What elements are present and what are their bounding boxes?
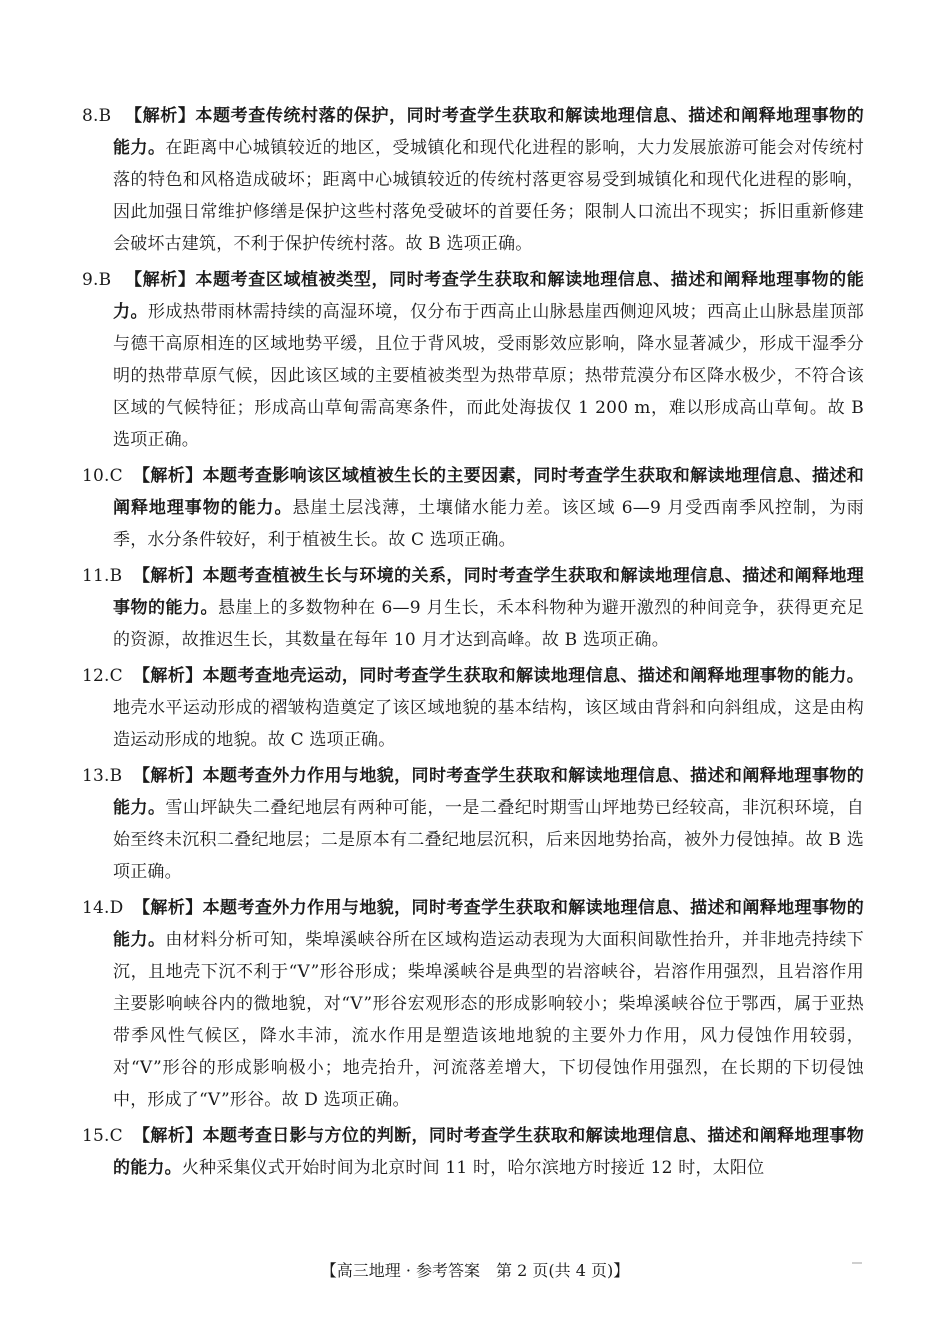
question-number: 9.B [82, 270, 112, 290]
answer-item-10 [82, 460, 864, 556]
answer-item-9 [82, 264, 864, 456]
answer-letter: B [98, 106, 112, 126]
analysis-body: 在距离中心城镇较近的地区，受城镇化和现代化进程的影响，大力发展旅游可能会对传统村落的特色和风格造成破坏；距离中心城镇较近的传统村落更容易受到城镇化和现代化进程的影响，因此加强日常维护修缮是保护这些村落免受破坏的首要任务；限制人口流出不现实；拆旧重新修建会破坏古建筑，不利于保护传统村落。故 B 选项正确。 [113, 138, 864, 254]
analysis-tag: 【解析】 [133, 898, 203, 918]
analysis-tag: 【解析】 [133, 466, 203, 486]
analysis-tag: 【解析】 [133, 666, 203, 686]
answer-explanations [82, 100, 864, 1188]
analysis-lead: 本题考查日影与方位的判断，同时考查学生获取和解读地理信息、描述和阐释地理事物的能力。 [113, 1126, 864, 1178]
page-footer: 【高三地理 · 参考答案 第 2 页(共 4 页)】 [320, 1261, 630, 1280]
question-number: 12.C [82, 666, 123, 686]
answer-item-11 [82, 560, 864, 656]
analysis-tag: 【解析】 [133, 766, 203, 786]
answer-letter: C [109, 666, 123, 686]
answer-letter: B [109, 566, 123, 586]
analysis-tag: 【解析】 [125, 270, 196, 290]
analysis-body: 悬崖土层浅薄，土壤储水能力差。该区域 6—9 月受西南季风控制，为雨季，水分条件较好，利于植被生长。故 C 选项正确。 [113, 498, 864, 550]
question-number: 14.D [82, 898, 124, 918]
question-number: 10.C [82, 466, 123, 486]
analysis-body: 由材料分析可知，柴埠溪峡谷所在区域构造运动表现为大面积间歇性抬升，并非地壳持续下沉，且地壳下沉不利于“V”形谷形成；柴埠溪峡谷是典型的岩溶峡谷，岩溶作用强烈，且岩溶作用主要影响峡谷内的微地貌，对“V”形谷宏观形态的形成影响较小；柴埠溪峡谷位于鄂西，属于亚热带季风性气候区，降水丰沛，流水作用是塑造该地地貌的主要外力作用，风力侵蚀作用较弱，对“V”形谷的形成影响极小；地壳抬升，河流落差增大，下切侵蚀作用强烈，在长期的下切侵蚀中，形成了“V”形谷。故 D 选项正确。 [113, 930, 864, 1110]
question-number: 13.B [82, 766, 123, 786]
analysis-body: 火种采集仪式开始时间为北京时间 11 时，哈尔滨地方时接近 12 时，太阳位 [181, 1158, 765, 1178]
question-number: 15.C [82, 1126, 123, 1146]
answer-letter: C [109, 1126, 123, 1146]
answer-item-14 [82, 892, 864, 1116]
analysis-tag: 【解析】 [133, 566, 203, 586]
answer-item-8 [82, 100, 864, 260]
analysis-tag: 【解析】 [133, 1126, 203, 1146]
answer-letter: C [109, 466, 123, 486]
analysis-body: 地壳水平运动形成的褶皱构造奠定了该区域地貌的基本结构，该区域由背斜和向斜组成，这是由构造运动形成的地貌。故 C 选项正确。 [113, 698, 864, 750]
analysis-lead: 本题考查外力作用与地貌，同时考查学生获取和解读地理信息、描述和阐释地理事物的能力。 [113, 898, 864, 950]
answer-letter: B [98, 270, 112, 290]
analysis-lead: 本题考查植被生长与环境的关系，同时考查学生获取和解读地理信息、描述和阐释地理事物的能力。 [113, 566, 864, 618]
analysis-lead: 本题考查传统村落的保护，同时考查学生获取和解读地理信息、描述和阐释地理事物的能力。 [113, 106, 864, 158]
answer-item-12 [82, 660, 864, 756]
answer-letter: B [109, 766, 123, 786]
answer-item-13 [82, 760, 864, 888]
analysis-body: 悬崖上的多数物种在 6—9 月生长，禾本科物种为避开激烈的种间竞争，获得更充足的资源，故推迟生长，其数量在每年 10 月才达到高峰。故 B 选项正确。 [113, 598, 864, 650]
analysis-lead: 本题考查地壳运动，同时考查学生获取和解读地理信息、描述和阐释地理事物的能力。 [202, 666, 864, 686]
analysis-body: 形成热带雨林需持续的高湿环境，仅分布于西高止山脉悬崖西侧迎风坡；西高止山脉悬崖顶部与德干高原相连的区域地势平缓，且位于背风坡，受雨影效应影响，降水显著减少，形成干湿季分明的热带草原气候，因此该区域的主要植被类型为热带草原；热带荒漠分布区降水极少，不符合该区域的气候特征；形成高山草甸需高寒条件，而此处海拔仅 1 200 m，难以形成高山草甸。故 B 选项正确。 [113, 302, 864, 450]
analysis-tag: 【解析】 [125, 106, 196, 126]
question-number: 11.B [82, 566, 123, 586]
question-number: 8.B [82, 106, 112, 126]
answer-letter: D [109, 898, 124, 918]
analysis-lead: 本题考查区域植被类型，同时考查学生获取和解读地理信息、描述和阐释地理事物的能力。 [113, 270, 864, 322]
analysis-body: 雪山坪缺失二叠纪地层有两种可能，一是二叠纪时期雪山坪地势已经较高，非沉积环境，自始至终未沉积二叠纪地层；二是原本有二叠纪地层沉积，后来因地势抬高，被外力侵蚀掉。故 B 选项正确。 [113, 798, 864, 882]
analysis-lead: 本题考查影响该区域植被生长的主要因素，同时考查学生获取和解读地理信息、描述和阐释地理事物的能力。 [113, 466, 864, 518]
answer-item-15 [82, 1120, 864, 1184]
analysis-lead: 本题考查外力作用与地貌，同时考查学生获取和解读地理信息、描述和阐释地理事物的能力。 [113, 766, 864, 818]
corner-mark [852, 1262, 862, 1264]
